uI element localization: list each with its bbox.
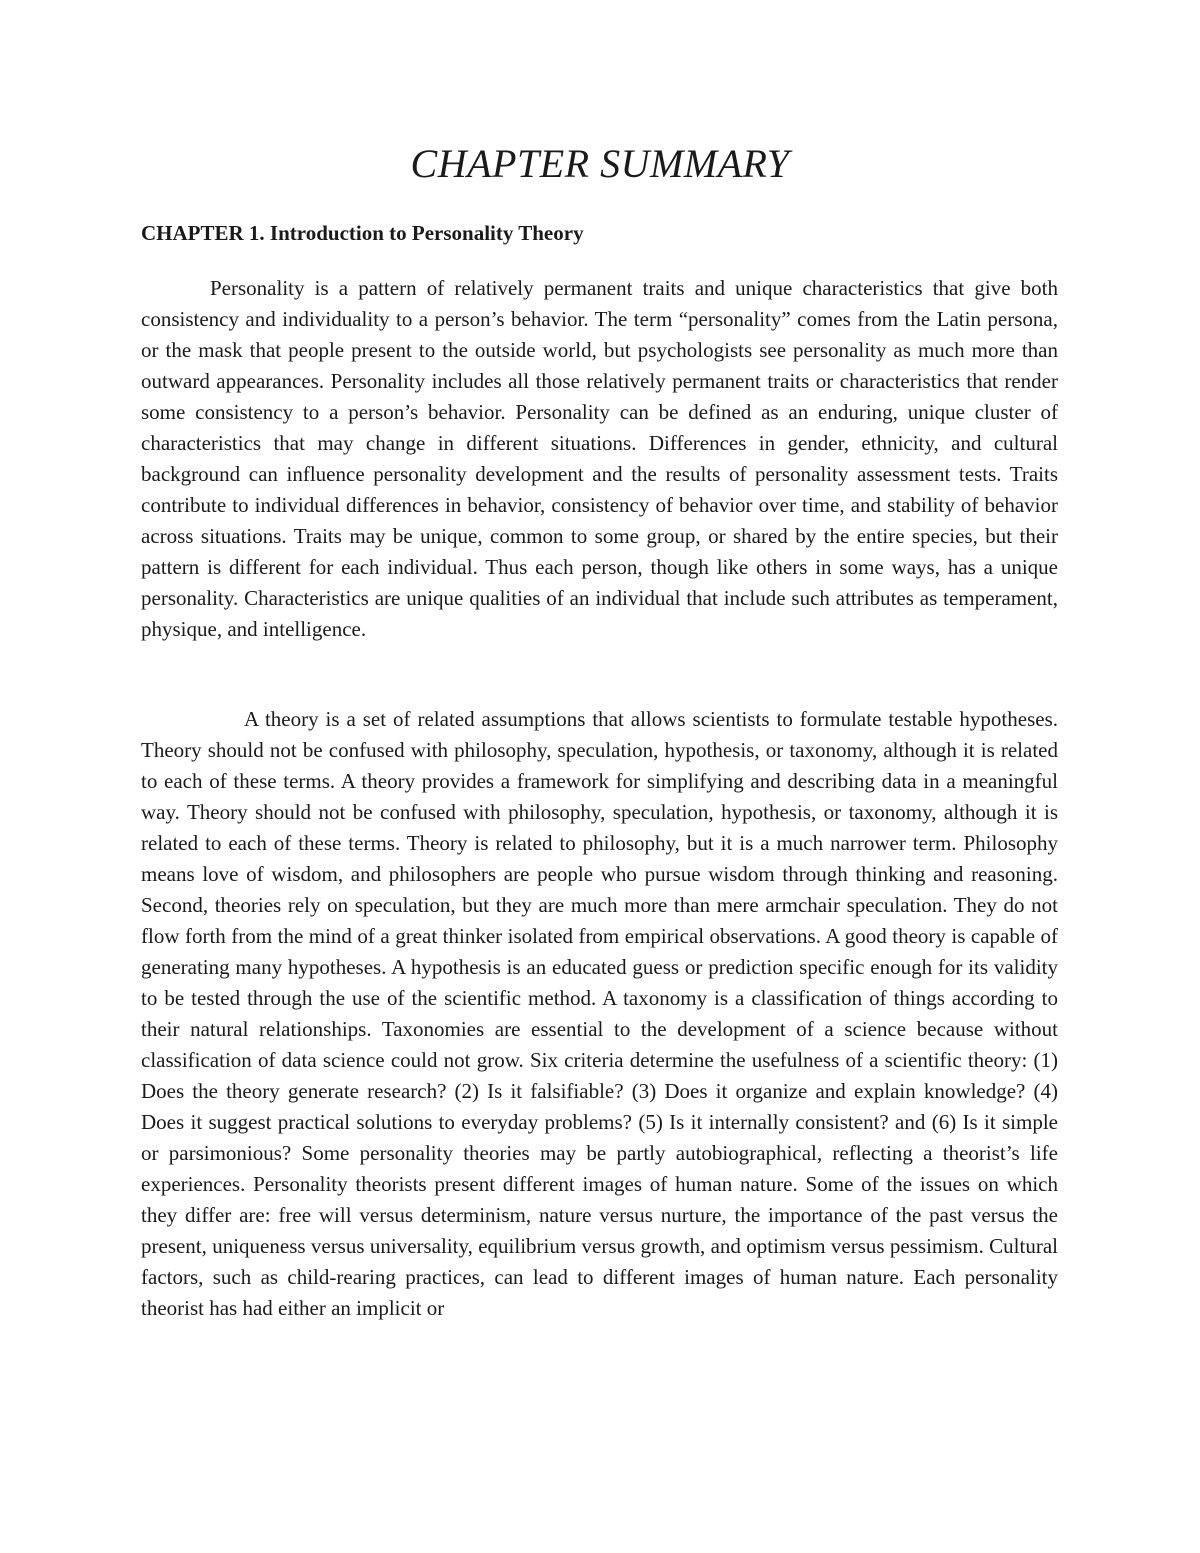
chapter-heading: CHAPTER 1. Introduction to Personality Theory xyxy=(141,221,584,245)
paragraph-theory-definition: A theory is a set of related assumptions that allows scientists to formulate testable hypotheses. Theory should not be confused with philosophy, speculation, hypothesis, or taxonomy, although it is related to each of these terms. A theory provides a framework for simplifying and describing data in a meaningful way. Theory should not be confused with philosophy, speculation, hypothesis, or taxonomy, although it is related to each of these terms. Theory is related to philosophy, but it is a much narrower term. Philosophy means love of wisdom, and philosophers are people who pursue wisdom through thinking and reasoning. Second, theories rely on speculation, but they are much more than mere armchair speculation. They do not flow forth from the mind of a great thinker isolated from empirical observations. A good theory is capable of generating many hypotheses. A hypothesis is an educated guess or prediction specific enough for its validity to be tested through the use of the scientific method. A taxonomy is a classification of things according to their natural relationships. Taxonomies are essential to the development of a science because without classification of data science could not grow. Six criteria determine the usefulness of a scientific theory: (1) Does the theory generate research? (2) Is it falsifiable? (3) Does it organize and explain knowledge? (4) Does it suggest practical solutions to everyday problems? (5) Is it internally consistent? and (6) Is it simple or parsimonious? Some personality theories may be partly autobiographical, reflecting a theorist’s life experiences. Personality theorists present different images of human nature. Some of the issues on which they differ are: free will versus determinism, nature versus nurture, the importance of the past versus the present, uniqueness versus universality, equilibrium versus growth, and optimism versus pessimism. Cultural factors, such as child-rearing practices, can lead to different images of human nature. Each personality theorist has had either an implicit or xyxy=(141,707,1058,1320)
document-title: CHAPTER SUMMARY xyxy=(410,141,790,186)
paragraph-personality-definition: Personality is a pattern of relatively permanent traits and unique characteristics that give both consistency and individuality to a person’s behavior. The term “personality” comes from the Latin persona, or the mask that people present to the outside world, but psychologists see personality as much more than outward appearances. Personality includes all those relatively permanent traits or characteristics that render some consistency to a person’s behavior. Personality can be defined as an enduring, unique cluster of characteristics that may change in different situations. Differences in gender, ethnicity, and cultural background can influence personality development and the results of personality assessment tests. Traits contribute to individual differences in behavior, consistency of behavior over time, and stability of behavior across situations. Traits may be unique, common to some group, or shared by the entire species, but their pattern is different for each individual. Thus each person, though like others in some ways, has a unique personality. Characteristics are unique qualities of an individual that include such attributes as temperament, physique, and intelligence. xyxy=(141,276,1058,641)
